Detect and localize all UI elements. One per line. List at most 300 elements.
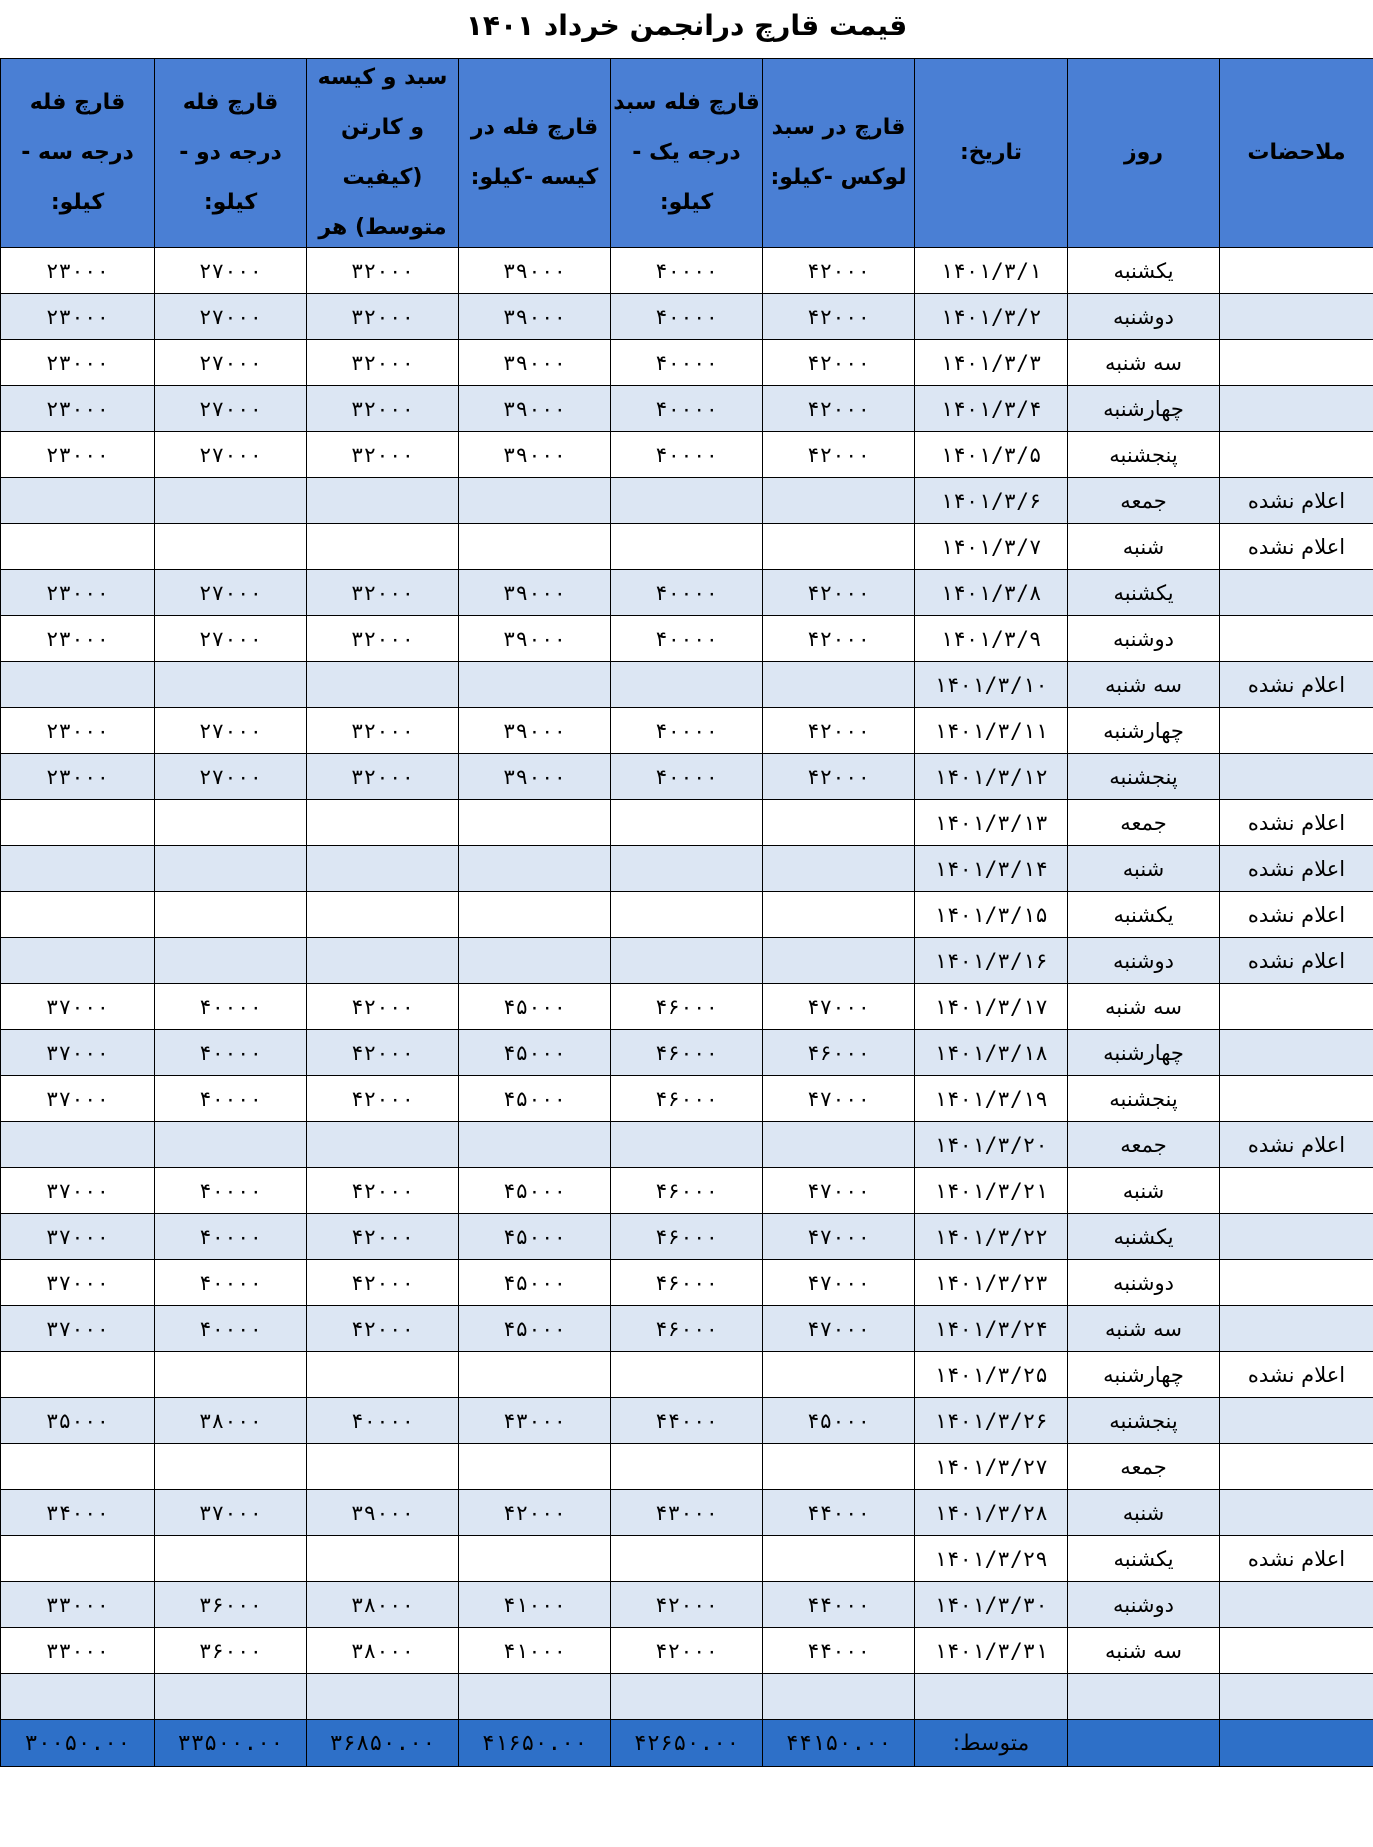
cell-bulk-mixed: ۳۸۰۰۰ [307,1582,459,1628]
cell-notes: اعلام نشده [1220,1536,1373,1582]
cell-bulk-bag: ۳۹۰۰۰ [459,386,611,432]
cell-date: ۱۴۰۱/۳/۱۹ [915,1076,1068,1122]
cell-grade1-basket: ۴۶۰۰۰ [611,1168,763,1214]
cell-bulk-bag: ۳۹۰۰۰ [459,432,611,478]
cell-lux-basket: ۴۷۰۰۰ [763,984,915,1030]
cell-day: یکشنبه [1068,248,1220,294]
cell-lux-basket: ۴۲۰۰۰ [763,432,915,478]
cell-grade3-bulk: ۳۳۰۰۰ [1,1582,155,1628]
cell-lux-basket [763,1674,915,1720]
cell-day: چهارشنبه [1068,386,1220,432]
cell-grade2-bulk: ۲۷۰۰۰ [155,708,307,754]
average-row [1,1720,1373,1767]
average-bulk-mixed: ۳۶۸۵۰.۰۰ [307,1720,459,1767]
table-row [1,1398,1373,1444]
cell-bulk-mixed: ۳۲۰۰۰ [307,570,459,616]
footer-empty-day [1068,1720,1220,1767]
cell-lux-basket: ۴۷۰۰۰ [763,1260,915,1306]
cell-bulk-mixed [307,662,459,708]
cell-grade3-bulk [1,1444,155,1490]
cell-grade3-bulk: ۲۳۰۰۰ [1,294,155,340]
table-row [1,1536,1373,1582]
table-row [1,1214,1373,1260]
cell-grade3-bulk [1,1352,155,1398]
cell-grade1-basket [611,892,763,938]
cell-bulk-bag: ۴۱۰۰۰ [459,1628,611,1674]
cell-lux-basket: ۴۷۰۰۰ [763,1214,915,1260]
cell-day: چهارشنبه [1068,1030,1220,1076]
cell-date: ۱۴۰۱/۳/۱۳ [915,800,1068,846]
cell-bulk-bag: ۴۵۰۰۰ [459,1076,611,1122]
cell-grade2-bulk [155,1352,307,1398]
cell-notes: اعلام نشده [1220,892,1373,938]
mushroom-price-table [0,58,1373,1767]
cell-bulk-mixed [307,800,459,846]
cell-bulk-mixed [307,478,459,524]
cell-bulk-mixed [307,1674,459,1720]
cell-bulk-mixed: ۳۲۰۰۰ [307,754,459,800]
average-grade2-bulk: ۳۳۵۰۰.۰۰ [155,1720,307,1767]
cell-grade1-basket: ۴۳۰۰۰ [611,1490,763,1536]
page-title: قیمت قارچ درانجمن خرداد ۱۴۰۱ [465,9,908,42]
cell-lux-basket [763,1352,915,1398]
cell-day: چهارشنبه [1068,708,1220,754]
table-row [1,800,1373,846]
cell-grade1-basket: ۴۶۰۰۰ [611,1260,763,1306]
cell-notes [1220,984,1373,1030]
cell-date: ۱۴۰۱/۳/۳ [915,340,1068,386]
cell-date: ۱۴۰۱/۳/۸ [915,570,1068,616]
table-row [1,524,1373,570]
cell-bulk-bag: ۳۹۰۰۰ [459,340,611,386]
cell-bulk-bag: ۴۵۰۰۰ [459,1168,611,1214]
cell-grade3-bulk: ۲۳۰۰۰ [1,708,155,754]
cell-grade1-basket [611,478,763,524]
cell-grade2-bulk: ۴۰۰۰۰ [155,1260,307,1306]
header-date: تاریخ: [915,59,1068,248]
cell-grade2-bulk [155,1122,307,1168]
cell-lux-basket [763,478,915,524]
cell-bulk-mixed: ۳۲۰۰۰ [307,708,459,754]
cell-grade2-bulk: ۴۰۰۰۰ [155,1214,307,1260]
cell-lux-basket: ۴۵۰۰۰ [763,1398,915,1444]
cell-grade2-bulk [155,938,307,984]
cell-date: ۱۴۰۱/۳/۵ [915,432,1068,478]
table-row [1,616,1373,662]
cell-notes [1220,1030,1373,1076]
cell-grade1-basket: ۴۰۰۰۰ [611,294,763,340]
cell-bulk-bag: ۴۳۰۰۰ [459,1398,611,1444]
cell-notes [1220,432,1373,478]
cell-grade3-bulk: ۳۷۰۰۰ [1,1260,155,1306]
cell-bulk-bag [459,478,611,524]
cell-notes: اعلام نشده [1220,938,1373,984]
cell-bulk-mixed: ۳۲۰۰۰ [307,386,459,432]
table-row [1,1122,1373,1168]
cell-grade3-bulk [1,1536,155,1582]
cell-bulk-mixed: ۴۲۰۰۰ [307,1214,459,1260]
cell-notes [1220,1490,1373,1536]
cell-notes: اعلام نشده [1220,478,1373,524]
cell-lux-basket: ۴۴۰۰۰ [763,1582,915,1628]
cell-bulk-mixed: ۳۲۰۰۰ [307,294,459,340]
table-row [1,938,1373,984]
cell-date [915,1674,1068,1720]
table-row [1,1674,1373,1720]
cell-grade3-bulk [1,846,155,892]
cell-day: شنبه [1068,524,1220,570]
cell-grade3-bulk [1,938,155,984]
table-row [1,570,1373,616]
average-grade1-basket: ۴۲۶۵۰.۰۰ [611,1720,763,1767]
cell-notes [1220,754,1373,800]
cell-grade1-basket: ۴۰۰۰۰ [611,754,763,800]
cell-grade1-basket [611,1536,763,1582]
table-row [1,1260,1373,1306]
cell-grade3-bulk: ۳۷۰۰۰ [1,1306,155,1352]
cell-notes [1220,1214,1373,1260]
cell-date: ۱۴۰۱/۳/۱۰ [915,662,1068,708]
cell-bulk-mixed [307,938,459,984]
cell-bulk-bag [459,1444,611,1490]
cell-notes [1220,708,1373,754]
cell-bulk-mixed: ۳۲۰۰۰ [307,340,459,386]
cell-day: پنجشنبه [1068,1076,1220,1122]
cell-notes [1220,1582,1373,1628]
cell-bulk-mixed: ۴۲۰۰۰ [307,1306,459,1352]
cell-bulk-bag [459,892,611,938]
cell-notes [1220,1398,1373,1444]
cell-lux-basket: ۴۴۰۰۰ [763,1628,915,1674]
cell-lux-basket [763,1536,915,1582]
cell-grade1-basket: ۴۰۰۰۰ [611,248,763,294]
cell-grade1-basket [611,524,763,570]
cell-bulk-bag: ۴۵۰۰۰ [459,1030,611,1076]
cell-notes [1220,1260,1373,1306]
cell-grade2-bulk: ۴۰۰۰۰ [155,1076,307,1122]
cell-day: دوشنبه [1068,938,1220,984]
cell-grade3-bulk: ۲۳۰۰۰ [1,340,155,386]
cell-day: یکشنبه [1068,892,1220,938]
cell-bulk-bag: ۴۵۰۰۰ [459,984,611,1030]
cell-grade1-basket: ۴۰۰۰۰ [611,432,763,478]
cell-date: ۱۴۰۱/۳/۱۶ [915,938,1068,984]
cell-grade2-bulk [155,1674,307,1720]
cell-day: جمعه [1068,478,1220,524]
cell-grade1-basket: ۴۰۰۰۰ [611,616,763,662]
cell-notes: اعلام نشده [1220,846,1373,892]
cell-date: ۱۴۰۱/۳/۲۰ [915,1122,1068,1168]
table-row [1,984,1373,1030]
cell-grade1-basket: ۴۰۰۰۰ [611,340,763,386]
cell-lux-basket [763,846,915,892]
cell-date: ۱۴۰۱/۳/۲۶ [915,1398,1068,1444]
header-bulk-mixed: سبد و کیسه و کارتن (کیفیت متوسط) هر [307,59,459,248]
cell-grade3-bulk [1,524,155,570]
cell-bulk-bag: ۳۹۰۰۰ [459,616,611,662]
table-row [1,1030,1373,1076]
cell-grade1-basket [611,938,763,984]
cell-grade2-bulk: ۳۸۰۰۰ [155,1398,307,1444]
cell-notes [1220,1444,1373,1490]
cell-grade1-basket [611,1444,763,1490]
cell-grade2-bulk [155,478,307,524]
cell-grade3-bulk [1,662,155,708]
cell-notes [1220,1674,1373,1720]
cell-bulk-mixed: ۴۰۰۰۰ [307,1398,459,1444]
cell-grade3-bulk [1,800,155,846]
cell-date: ۱۴۰۱/۳/۴ [915,386,1068,432]
cell-day: شنبه [1068,1168,1220,1214]
average-label: متوسط: [915,1720,1068,1767]
cell-grade2-bulk: ۴۰۰۰۰ [155,984,307,1030]
cell-day: یکشنبه [1068,1536,1220,1582]
cell-day: سه شنبه [1068,984,1220,1030]
cell-grade1-basket: ۴۲۰۰۰ [611,1628,763,1674]
cell-lux-basket: ۴۴۰۰۰ [763,1490,915,1536]
cell-bulk-bag [459,662,611,708]
cell-bulk-bag: ۴۵۰۰۰ [459,1260,611,1306]
cell-bulk-bag: ۴۱۰۰۰ [459,1582,611,1628]
cell-day [1068,1674,1220,1720]
cell-grade3-bulk: ۲۳۰۰۰ [1,386,155,432]
cell-lux-basket: ۴۲۰۰۰ [763,616,915,662]
table-row [1,708,1373,754]
cell-lux-basket [763,1444,915,1490]
cell-grade3-bulk: ۳۷۰۰۰ [1,1030,155,1076]
cell-grade1-basket [611,1674,763,1720]
cell-day: سه شنبه [1068,662,1220,708]
cell-notes [1220,1306,1373,1352]
table-row [1,662,1373,708]
cell-grade1-basket: ۴۰۰۰۰ [611,386,763,432]
cell-grade1-basket: ۴۰۰۰۰ [611,570,763,616]
table-footer [1,1720,1373,1767]
cell-notes: اعلام نشده [1220,800,1373,846]
cell-lux-basket [763,1122,915,1168]
cell-lux-basket [763,524,915,570]
cell-date: ۱۴۰۱/۳/۲۴ [915,1306,1068,1352]
header-grade1-basket: قارچ فله سبد درجه یک - کیلو: [611,59,763,248]
cell-day: سه شنبه [1068,1628,1220,1674]
cell-notes [1220,1628,1373,1674]
cell-date: ۱۴۰۱/۳/۹ [915,616,1068,662]
cell-grade2-bulk: ۲۷۰۰۰ [155,386,307,432]
cell-date: ۱۴۰۱/۳/۱۲ [915,754,1068,800]
table-row [1,432,1373,478]
cell-grade3-bulk [1,1122,155,1168]
cell-grade2-bulk: ۴۰۰۰۰ [155,1030,307,1076]
cell-date: ۱۴۰۱/۳/۱۴ [915,846,1068,892]
table-row [1,1628,1373,1674]
cell-grade3-bulk: ۲۳۰۰۰ [1,248,155,294]
cell-grade2-bulk: ۲۷۰۰۰ [155,754,307,800]
cell-bulk-mixed: ۳۲۰۰۰ [307,616,459,662]
cell-grade3-bulk: ۳۷۰۰۰ [1,1076,155,1122]
cell-date: ۱۴۰۱/۳/۲۷ [915,1444,1068,1490]
cell-grade1-basket: ۴۶۰۰۰ [611,1076,763,1122]
cell-bulk-bag [459,846,611,892]
cell-lux-basket: ۴۷۰۰۰ [763,1168,915,1214]
cell-bulk-mixed: ۴۲۰۰۰ [307,1260,459,1306]
cell-date: ۱۴۰۱/۳/۳۱ [915,1628,1068,1674]
cell-lux-basket [763,800,915,846]
table-row [1,1582,1373,1628]
cell-grade3-bulk: ۳۴۰۰۰ [1,1490,155,1536]
cell-lux-basket [763,938,915,984]
cell-bulk-mixed [307,1352,459,1398]
cell-grade2-bulk: ۴۰۰۰۰ [155,1306,307,1352]
cell-grade2-bulk [155,662,307,708]
cell-lux-basket: ۴۲۰۰۰ [763,754,915,800]
cell-bulk-bag: ۴۲۰۰۰ [459,1490,611,1536]
cell-grade2-bulk: ۳۶۰۰۰ [155,1628,307,1674]
cell-bulk-mixed [307,1122,459,1168]
cell-bulk-bag: ۳۹۰۰۰ [459,294,611,340]
cell-notes: اعلام نشده [1220,1352,1373,1398]
cell-date: ۱۴۰۱/۳/۱۷ [915,984,1068,1030]
cell-date: ۱۴۰۱/۳/۱۵ [915,892,1068,938]
cell-date: ۱۴۰۱/۳/۱۸ [915,1030,1068,1076]
cell-date: ۱۴۰۱/۳/۲۱ [915,1168,1068,1214]
cell-lux-basket: ۴۲۰۰۰ [763,708,915,754]
cell-grade3-bulk: ۳۷۰۰۰ [1,1214,155,1260]
cell-grade2-bulk: ۲۷۰۰۰ [155,340,307,386]
cell-bulk-bag: ۳۹۰۰۰ [459,248,611,294]
table-row [1,386,1373,432]
cell-date: ۱۴۰۱/۳/۲۹ [915,1536,1068,1582]
header-day: روز [1068,59,1220,248]
cell-grade1-basket: ۴۶۰۰۰ [611,984,763,1030]
cell-day: پنجشنبه [1068,1398,1220,1444]
cell-day: جمعه [1068,800,1220,846]
average-lux-basket: ۴۴۱۵۰.۰۰ [763,1720,915,1767]
cell-lux-basket: ۴۲۰۰۰ [763,570,915,616]
cell-notes [1220,1076,1373,1122]
cell-date: ۱۴۰۱/۳/۱۱ [915,708,1068,754]
cell-date: ۱۴۰۱/۳/۷ [915,524,1068,570]
cell-grade3-bulk [1,478,155,524]
cell-bulk-mixed [307,1536,459,1582]
cell-day: پنجشنبه [1068,754,1220,800]
cell-notes [1220,294,1373,340]
table-row [1,294,1373,340]
cell-day: دوشنبه [1068,1582,1220,1628]
cell-grade2-bulk [155,800,307,846]
table-row [1,1352,1373,1398]
cell-grade1-basket: ۴۶۰۰۰ [611,1030,763,1076]
cell-day: سه شنبه [1068,340,1220,386]
cell-bulk-mixed [307,892,459,938]
cell-day: شنبه [1068,846,1220,892]
cell-grade1-basket: ۴۶۰۰۰ [611,1214,763,1260]
cell-date: ۱۴۰۱/۳/۳۰ [915,1582,1068,1628]
cell-day: پنجشنبه [1068,432,1220,478]
table-row [1,340,1373,386]
header-lux-basket: قارچ در سبد لوکس -کیلو: [763,59,915,248]
cell-grade2-bulk [155,1444,307,1490]
cell-bulk-bag [459,1536,611,1582]
cell-lux-basket: ۴۲۰۰۰ [763,248,915,294]
cell-day: چهارشنبه [1068,1352,1220,1398]
cell-day: جمعه [1068,1444,1220,1490]
cell-day: سه شنبه [1068,1306,1220,1352]
cell-bulk-bag [459,938,611,984]
cell-grade1-basket [611,800,763,846]
footer-empty-notes [1220,1720,1373,1767]
cell-day: جمعه [1068,1122,1220,1168]
cell-lux-basket: ۴۶۰۰۰ [763,1030,915,1076]
table-row [1,478,1373,524]
cell-day: شنبه [1068,1490,1220,1536]
average-bulk-bag: ۴۱۶۵۰.۰۰ [459,1720,611,1767]
cell-grade2-bulk: ۲۷۰۰۰ [155,432,307,478]
cell-notes: اعلام نشده [1220,662,1373,708]
cell-grade3-bulk: ۳۳۰۰۰ [1,1628,155,1674]
cell-date: ۱۴۰۱/۳/۶ [915,478,1068,524]
cell-day: دوشنبه [1068,616,1220,662]
cell-grade3-bulk: ۲۳۰۰۰ [1,570,155,616]
cell-grade3-bulk: ۲۳۰۰۰ [1,432,155,478]
table-row [1,1076,1373,1122]
cell-bulk-bag [459,1352,611,1398]
cell-bulk-mixed: ۴۲۰۰۰ [307,1076,459,1122]
cell-bulk-bag: ۳۹۰۰۰ [459,754,611,800]
cell-bulk-mixed: ۴۲۰۰۰ [307,984,459,1030]
table-row [1,892,1373,938]
cell-lux-basket: ۴۲۰۰۰ [763,294,915,340]
cell-grade2-bulk [155,892,307,938]
cell-lux-basket [763,892,915,938]
cell-grade1-basket: ۴۲۰۰۰ [611,1582,763,1628]
header-notes: ملاحضات [1220,59,1373,248]
average-grade3-bulk: ۳۰۰۵۰.۰۰ [1,1720,155,1767]
table-row [1,1444,1373,1490]
cell-day: یکشنبه [1068,570,1220,616]
cell-grade3-bulk: ۳۵۰۰۰ [1,1398,155,1444]
cell-grade3-bulk [1,1674,155,1720]
table-row [1,1490,1373,1536]
table-row [1,1168,1373,1214]
cell-grade1-basket: ۴۰۰۰۰ [611,708,763,754]
cell-bulk-mixed: ۳۸۰۰۰ [307,1628,459,1674]
cell-grade3-bulk: ۳۷۰۰۰ [1,1168,155,1214]
cell-date: ۱۴۰۱/۳/۱ [915,248,1068,294]
cell-bulk-bag: ۴۵۰۰۰ [459,1214,611,1260]
cell-grade1-basket [611,1352,763,1398]
cell-notes [1220,616,1373,662]
cell-notes [1220,340,1373,386]
cell-grade3-bulk: ۲۳۰۰۰ [1,616,155,662]
cell-lux-basket: ۴۲۰۰۰ [763,340,915,386]
cell-bulk-mixed [307,524,459,570]
table-row [1,248,1373,294]
cell-grade1-basket: ۴۶۰۰۰ [611,1306,763,1352]
cell-grade2-bulk: ۳۷۰۰۰ [155,1490,307,1536]
table-header [1,59,1373,248]
cell-bulk-mixed: ۳۲۰۰۰ [307,432,459,478]
cell-grade1-basket [611,1122,763,1168]
table-row [1,846,1373,892]
cell-grade3-bulk: ۳۷۰۰۰ [1,984,155,1030]
cell-grade1-basket [611,662,763,708]
header-grade3-bulk: قارچ فله درجه سه - کیلو: [1,59,155,248]
cell-bulk-bag [459,524,611,570]
cell-bulk-mixed [307,1444,459,1490]
header-bulk-bag: قارچ فله در کیسه -کیلو: [459,59,611,248]
cell-notes [1220,570,1373,616]
cell-bulk-mixed: ۴۲۰۰۰ [307,1168,459,1214]
